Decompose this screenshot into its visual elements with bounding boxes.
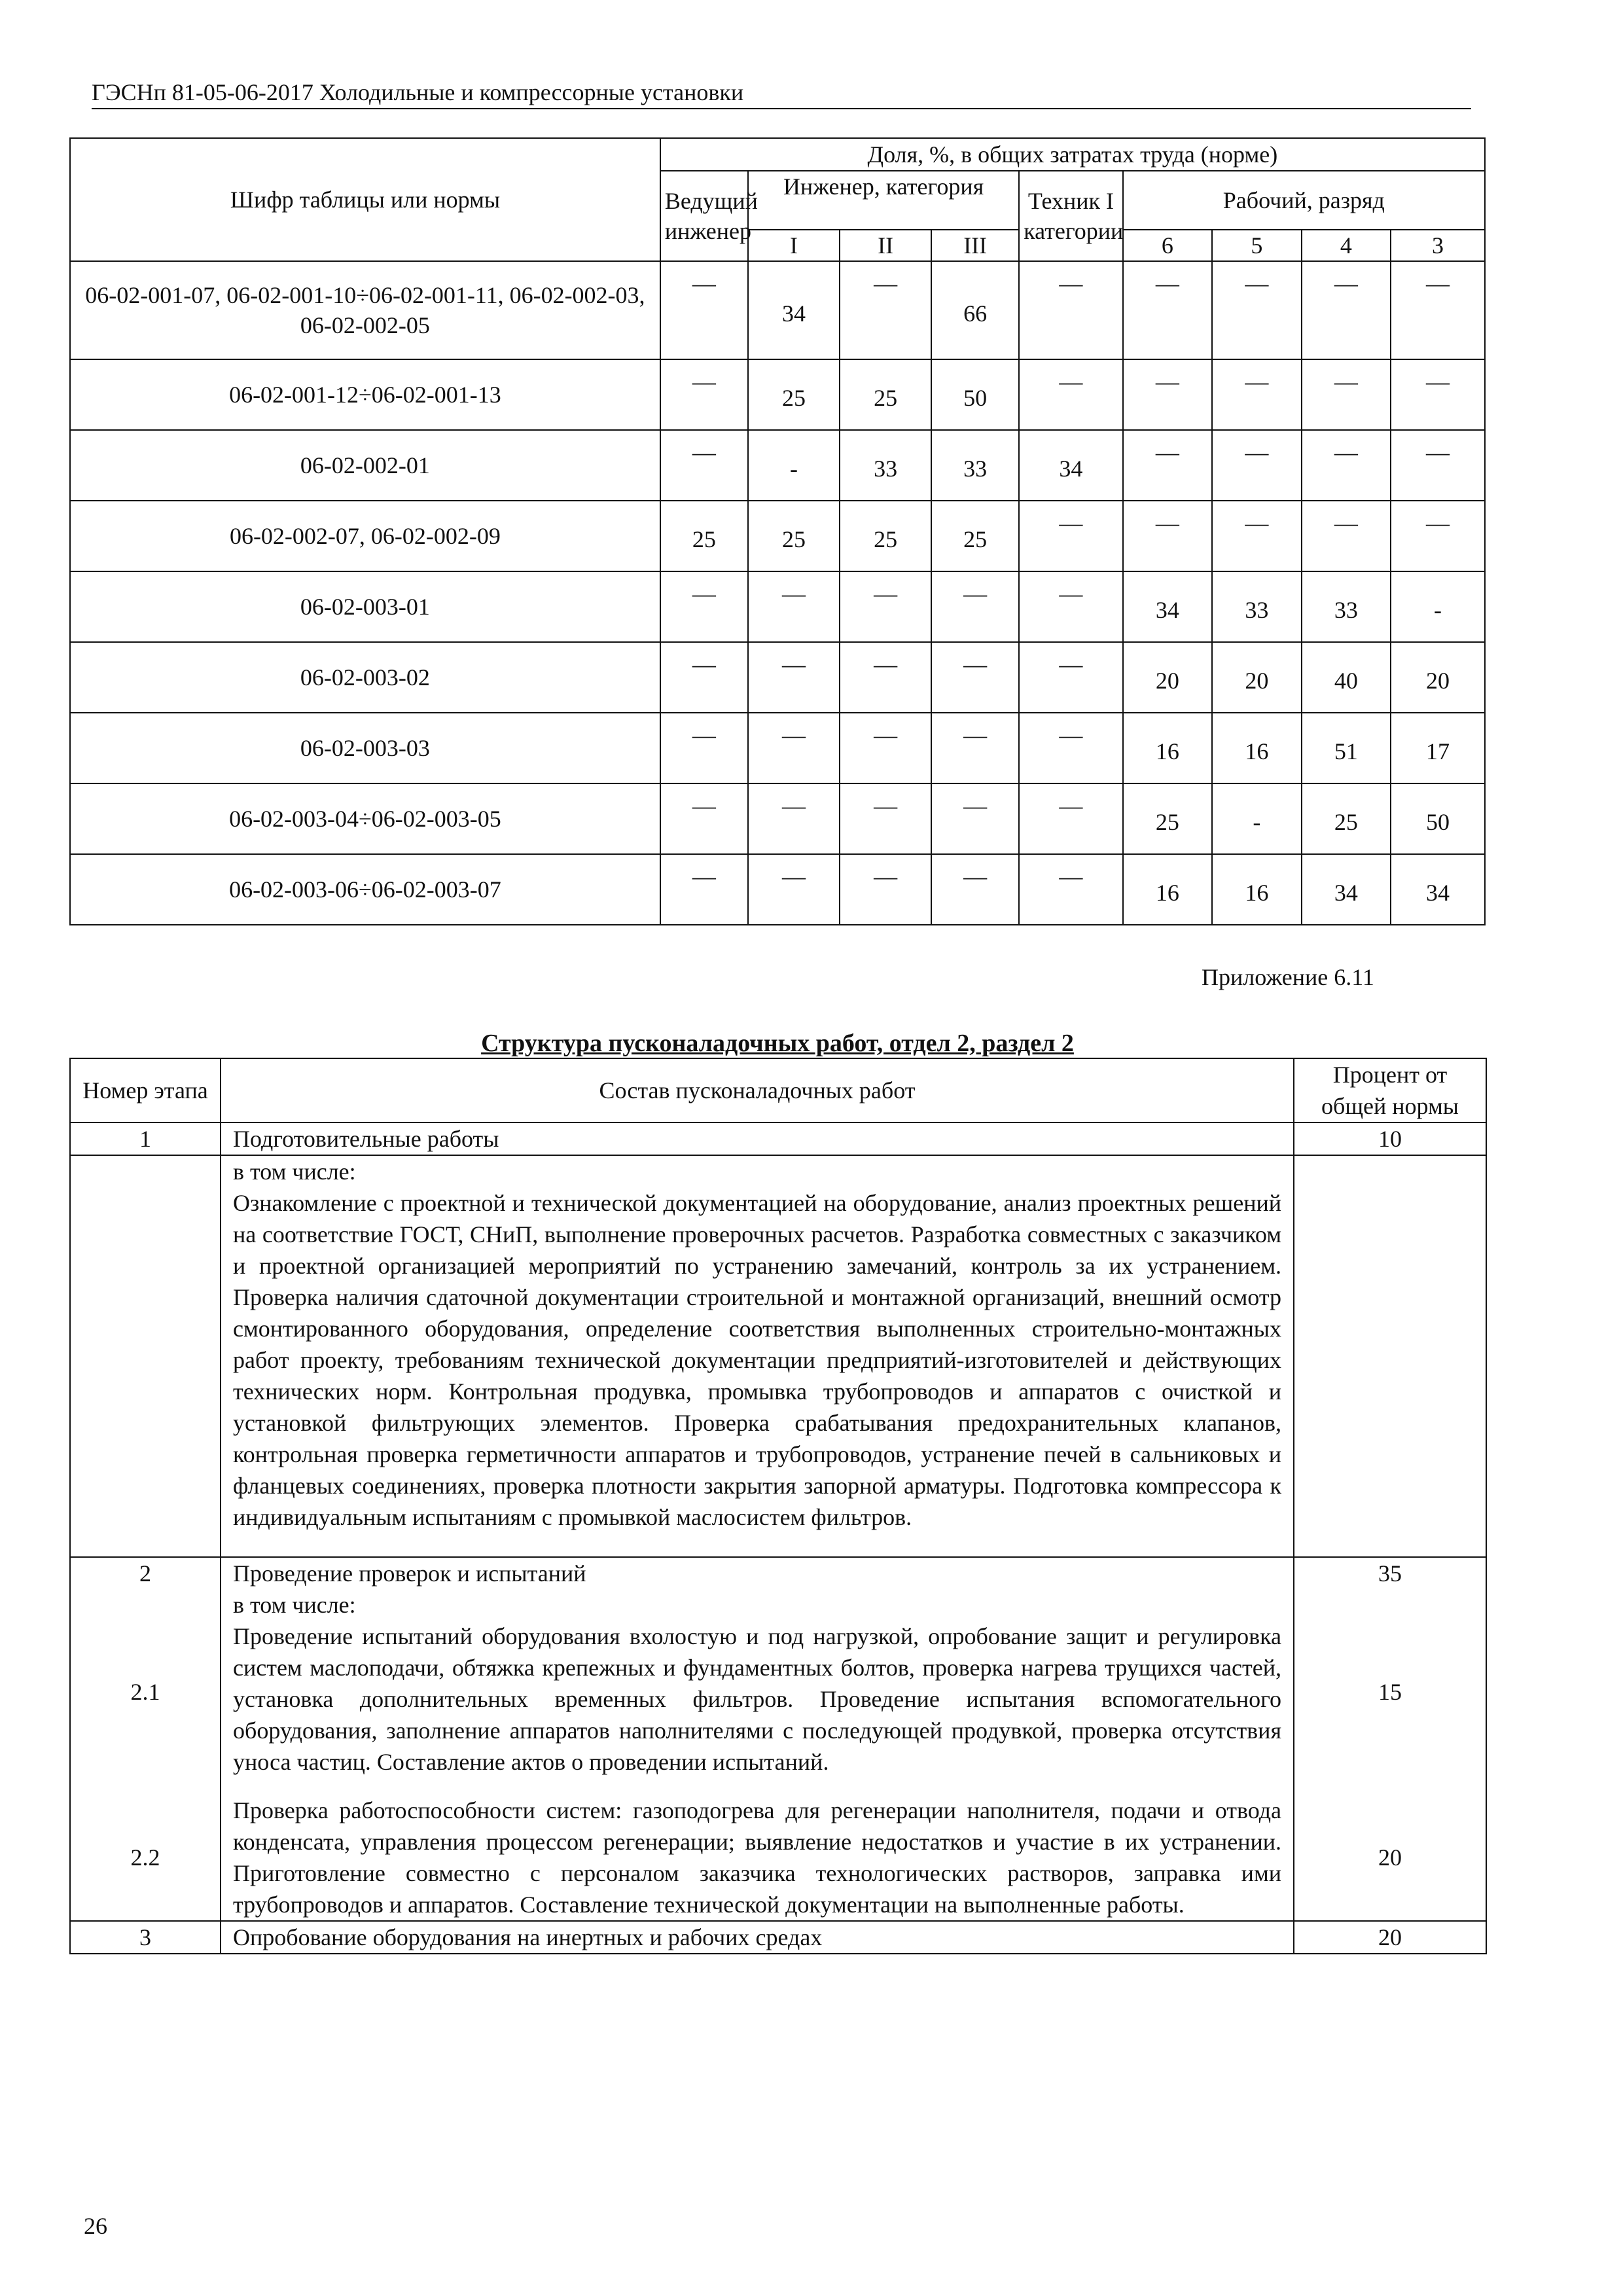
stage-percent: 20 — [1294, 1795, 1486, 1921]
row-cell: — — [1212, 430, 1301, 501]
row-cell: 16 — [1212, 713, 1301, 783]
row-cell: — — [1391, 359, 1485, 430]
row-cell: — — [1123, 359, 1212, 430]
row-cell: 25 — [748, 501, 840, 571]
row-cell: — — [931, 642, 1019, 713]
row-cell: — — [1019, 642, 1122, 713]
document-header: ГЭСНп 81-05-06-2017 Холодильные и компрессорные установки — [92, 79, 744, 105]
row-cell: 50 — [931, 359, 1019, 430]
labor-share-table — [69, 137, 1486, 925]
row-code: 06-02-002-01 — [70, 430, 660, 501]
row-cell: — — [660, 571, 748, 642]
page-number: 26 — [84, 2213, 107, 2239]
row-cell: — — [1212, 501, 1301, 571]
row-cell: - — [748, 430, 840, 501]
row-cell: 17 — [1391, 713, 1485, 783]
row-cell: — — [840, 783, 931, 854]
header-grade-4: 4 — [1302, 230, 1391, 261]
stage-percent: 35 — [1294, 1557, 1486, 1589]
row-cell: 34 — [1019, 430, 1122, 501]
row-cell: 20 — [1391, 642, 1485, 713]
table-row — [70, 713, 1485, 783]
table-row — [70, 1122, 1486, 1155]
header-eng-cat-1: I — [748, 230, 840, 261]
row-code: 06-02-003-03 — [70, 713, 660, 783]
header-stage: Номер этапа — [70, 1058, 221, 1122]
table-row — [70, 1589, 1486, 1795]
row-cell: — — [840, 571, 931, 642]
stage-number: 2 — [70, 1557, 221, 1589]
row-cell: 50 — [1391, 783, 1485, 854]
row-cell: — — [660, 642, 748, 713]
table-row — [70, 783, 1485, 854]
row-cell: — — [660, 713, 748, 783]
row-cell: 16 — [1123, 713, 1212, 783]
header-eng-cat-2: II — [840, 230, 931, 261]
table-row — [70, 359, 1485, 430]
row-cell: — — [931, 854, 1019, 925]
row-code: 06-02-001-12÷06-02-001-13 — [70, 359, 660, 430]
stage-percent: 15 — [1294, 1589, 1486, 1795]
row-code: 06-02-003-01 — [70, 571, 660, 642]
stage-content: в том числе: Ознакомление с проектной и технической документацией на оборудование, анализ проектных решений на соответствие ГОСТ, СНиП, выполнение проверочных расчетов. Разработка совместных с заказчиком и проектной организацией мероприятий по устранению замечаний, контроль за их устранением. Проверка наличия сдаточной документации строительной и монтажной организаций, внешний осмотр смонтированного оборудования, определение соответствия выполненных строительно-монтажных работ проекту, требованиям технической документации предприятий-изготовителей и действующих технических норм. Контрольная продувка, промывка трубопроводов и аппаратов с очисткой и установкой фильтрующих элементов. Проверка срабатывания предохранительных клапанов, контрольная проверка герметичности аппаратов и трубопроводов, устранение печей в сальниковых и фланцевых соединениях, проверка плотности закрытия запорной арматуры. Подготовка компрессора к индивидуальным испытаниям с промывкой маслосистем фильтров. — [221, 1155, 1294, 1557]
row-cell: — — [1019, 359, 1122, 430]
row-cell: — — [1019, 713, 1122, 783]
row-cell: — — [748, 783, 840, 854]
row-cell: 34 — [1123, 571, 1212, 642]
header-grade-6: 6 — [1123, 230, 1212, 261]
row-cell: 34 — [1391, 854, 1485, 925]
row-cell: — — [1019, 783, 1122, 854]
row-cell: 51 — [1302, 713, 1391, 783]
row-cell: — — [931, 713, 1019, 783]
row-cell: — — [748, 571, 840, 642]
commissioning-structure-table — [69, 1058, 1487, 1954]
row-cell: — — [840, 642, 931, 713]
stage-number: 3 — [70, 1921, 221, 1954]
row-cell: — — [1019, 501, 1122, 571]
row-cell: — — [748, 713, 840, 783]
row-cell: 40 — [1302, 642, 1391, 713]
row-cell: 20 — [1212, 642, 1301, 713]
row-cell: 25 — [660, 501, 748, 571]
row-cell: — — [840, 854, 931, 925]
stage-content: Подготовительные работы — [221, 1122, 1294, 1155]
row-cell: — — [1019, 261, 1122, 359]
stage-content: в том числе: Проведение испытаний оборудования вхолостую и под нагрузкой, опробование защит и регулировка систем маслоподачи, обтяжка крепежных и фундаментных болтов, проверка нагрева трущихся частей, установка дополнительных временных фильтров. Проведение испытания вспомогательного оборудования, заполнение аппаратов наполнителями с последующей продувкой, проверка отсутствия уноса частиц. Составление актов о проведении испытаний. — [221, 1589, 1294, 1795]
row-cell: 33 — [1212, 571, 1301, 642]
stage-percent — [1294, 1155, 1486, 1557]
row-cell: 25 — [840, 501, 931, 571]
row-cell: — — [1302, 430, 1391, 501]
row-cell: 16 — [1123, 854, 1212, 925]
row-cell: 33 — [931, 430, 1019, 501]
header-engineer-category: Инженер, категория — [748, 171, 1019, 230]
table-row — [70, 430, 1485, 501]
header-share: Доля, %, в общих затратах труда (норме) — [660, 138, 1485, 171]
row-cell: 25 — [840, 359, 931, 430]
header-worker-grade: Рабочий, разряд — [1123, 171, 1485, 230]
header-grade-3: 3 — [1391, 230, 1485, 261]
row-cell: 20 — [1123, 642, 1212, 713]
stage-percent: 10 — [1294, 1122, 1486, 1155]
row-cell: — — [748, 642, 840, 713]
header-divider — [92, 108, 1471, 109]
row-cell: — — [748, 854, 840, 925]
row-cell: — — [1391, 430, 1485, 501]
row-cell: — — [840, 261, 931, 359]
row-code: 06-02-003-04÷06-02-003-05 — [70, 783, 660, 854]
row-code: 06-02-002-07, 06-02-002-09 — [70, 501, 660, 571]
row-cell: — — [1123, 501, 1212, 571]
stage-number: 1 — [70, 1122, 221, 1155]
row-cell: 34 — [748, 261, 840, 359]
header-technician: Техник I категории — [1019, 171, 1122, 261]
row-cell: — — [1391, 261, 1485, 359]
stage-content: Проверка работоспособности систем: газоподогрева для регенерации наполнителя, подачи и отвода конденсата, управления процессом регенерации; выявление недостатков и участие в их устранении. Приготовление совместно с персоналом заказчика технологических растворов, заправка ими трубопроводов и аппаратов. Составление технической документации на выполненные работы. — [221, 1795, 1294, 1921]
table-row — [70, 1557, 1486, 1589]
row-cell: 66 — [931, 261, 1019, 359]
header-eng-cat-3: III — [931, 230, 1019, 261]
row-cell: — — [660, 261, 748, 359]
header-percent: Процент от общей нормы — [1294, 1058, 1486, 1122]
row-cell: - — [1391, 571, 1485, 642]
table-row — [70, 1795, 1486, 1921]
row-cell: 25 — [931, 501, 1019, 571]
row-cell: 33 — [1302, 571, 1391, 642]
row-cell: — — [1391, 501, 1485, 571]
row-cell: — — [660, 430, 748, 501]
table-row — [70, 261, 1485, 359]
row-cell: — — [931, 783, 1019, 854]
table-row — [70, 571, 1485, 642]
table-row — [70, 1155, 1486, 1557]
row-code: 06-02-001-07, 06-02-001-10÷06-02-001-11, 06-02-002-03, 06-02-002-05 — [70, 261, 660, 359]
row-cell: 34 — [1302, 854, 1391, 925]
row-cell: — — [1302, 359, 1391, 430]
row-cell: — — [1019, 571, 1122, 642]
header-lead-engineer: Ведущий инженер — [660, 171, 748, 261]
header-content: Состав пусконаладочных работ — [221, 1058, 1294, 1122]
row-cell: — — [1212, 261, 1301, 359]
row-cell: - — [1212, 783, 1301, 854]
row-cell: — — [1302, 261, 1391, 359]
stage-percent: 20 — [1294, 1921, 1486, 1954]
row-cell: 25 — [1123, 783, 1212, 854]
stage-number: 2.2 — [70, 1795, 221, 1921]
row-cell: — — [840, 713, 931, 783]
stage-number — [70, 1155, 221, 1557]
row-code: 06-02-003-02 — [70, 642, 660, 713]
row-cell: — — [1123, 261, 1212, 359]
header-grade-5: 5 — [1212, 230, 1301, 261]
stage-content: Опробование оборудования на инертных и рабочих средах — [221, 1921, 1294, 1954]
row-code: 06-02-003-06÷06-02-003-07 — [70, 854, 660, 925]
row-cell: — — [660, 783, 748, 854]
row-cell: — — [1302, 501, 1391, 571]
row-cell: — — [1123, 430, 1212, 501]
stage-number: 2.1 — [70, 1589, 221, 1795]
row-cell: — — [1212, 359, 1301, 430]
table-row — [70, 501, 1485, 571]
stage-content: Проведение проверок и испытаний — [221, 1557, 1294, 1589]
table2-title: Структура пусконаладочных работ, отдел 2, раздел 2 — [481, 1030, 1074, 1057]
row-cell: — — [1019, 854, 1122, 925]
row-cell: 16 — [1212, 854, 1301, 925]
row-cell: 33 — [840, 430, 931, 501]
table-row — [70, 642, 1485, 713]
row-cell: — — [660, 854, 748, 925]
header-code: Шифр таблицы или нормы — [70, 138, 660, 261]
row-cell: — — [931, 571, 1019, 642]
row-cell: 25 — [748, 359, 840, 430]
table-row — [70, 854, 1485, 925]
appendix-label: Приложение 6.11 — [1202, 964, 1374, 990]
row-cell: — — [660, 359, 748, 430]
table-row — [70, 1921, 1486, 1954]
row-cell: 25 — [1302, 783, 1391, 854]
